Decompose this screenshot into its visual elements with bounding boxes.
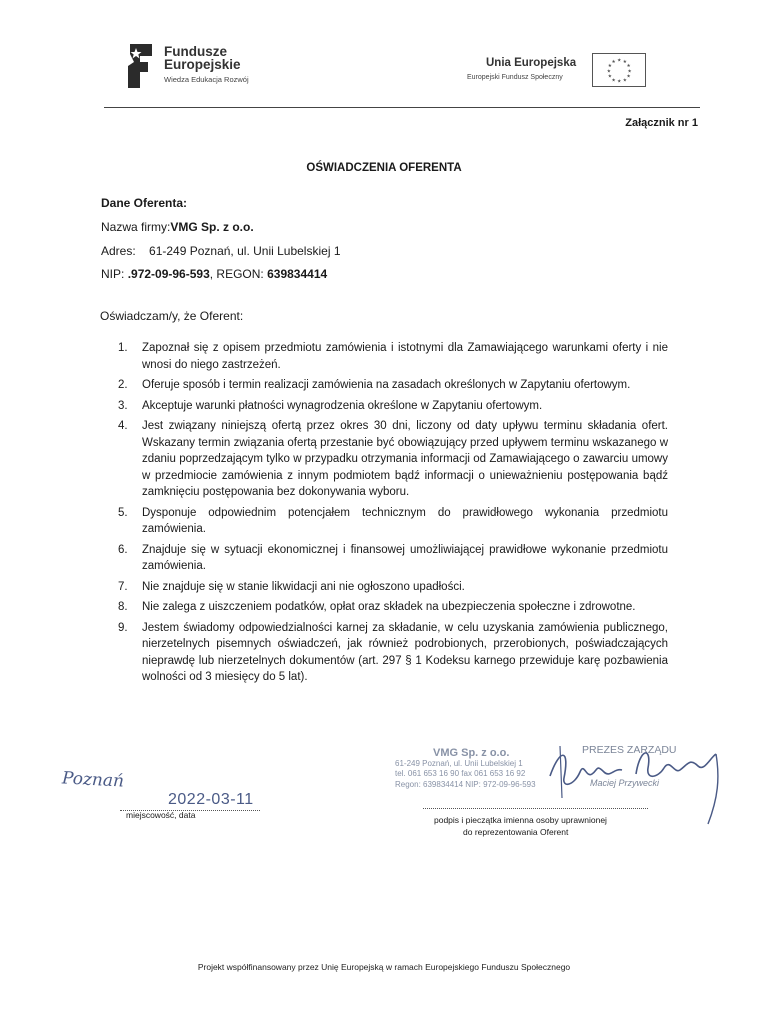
regon-value: 639834414 <box>267 267 328 281</box>
item-number: 4. <box>118 420 128 432</box>
company-name-label: Nazwa firmy: <box>101 220 171 234</box>
item-text: Nie znajduje się w stanie likwidacji ani nie ogłoszono upadłości. <box>142 580 465 593</box>
svg-text:★: ★ <box>626 74 631 80</box>
company-stamp <box>395 748 536 790</box>
item-text: Znajduje się w sytuacji ekonomicznej i finansowej umożliwiającej prawidłowe wykonanie przedmiotu zamówienia. <box>142 543 668 572</box>
list-item <box>100 340 668 373</box>
svg-text:★: ★ <box>606 69 611 75</box>
item-text: Jestem świadomy odpowiedzialności karnej za składanie, w celu uzyskania zamówienia publicznego, nierzetelnych pisemnych oświadczeń, jak również podrobionych, przerobionych, poświadczających nieprawdę lub nierzetelnych dokumentów (art. 297 § 1 Kodeksu karnego przewiduje karę pozbawienia wolności od 3 miesięcy do 5 lat). <box>142 621 668 683</box>
item-number: 9. <box>118 621 128 634</box>
list-item <box>100 398 668 415</box>
address-label: Adres: <box>101 244 136 258</box>
nip-regon-line <box>101 267 327 281</box>
list-item <box>100 418 668 501</box>
item-text: Akceptuje warunki płatności wynagrodzenia określone w Zapytaniu ofertowym. <box>142 399 543 412</box>
company-name-line <box>101 220 254 234</box>
company-name-value: VMG Sp. z o.o. <box>170 220 254 234</box>
handwritten-signature <box>540 728 730 828</box>
stamp-company: VMG Sp. z o.o. <box>433 747 510 759</box>
item-text: Oferuje sposób i termin realizacji zamówienia na zasadach określonych w Zapytaniu ofertowym. <box>142 379 631 391</box>
svg-text:★: ★ <box>617 79 622 85</box>
offeror-heading: Dane Oferenta: <box>101 196 188 210</box>
nip-value: .972-09-96-593 <box>127 267 210 281</box>
svg-text:★: ★ <box>627 69 632 75</box>
address-line <box>101 244 341 258</box>
header-divider <box>104 107 700 108</box>
item-number: 2. <box>118 379 128 391</box>
fe-logo-subtitle: Wiedza Edukacja Rozwój <box>164 75 249 84</box>
document-title: OŚWIADCZENIA OFERENTA <box>306 162 462 174</box>
signature-dotted-line <box>423 808 648 809</box>
list-item <box>100 620 668 686</box>
item-text: Zapoznał się z opisem przedmiotu zamówienia i istotnymi dla Zamawiającego warunkami oferty i nie wnosi do niego zastrzeżeń. <box>142 342 668 371</box>
list-item <box>100 579 668 596</box>
item-number: 8. <box>118 601 128 613</box>
fundusze-europejskie-logo-icon <box>124 42 158 90</box>
item-number: 7. <box>118 580 128 593</box>
svg-text:★: ★ <box>611 59 616 65</box>
svg-text:★: ★ <box>617 58 622 64</box>
place-date-caption: miejscowość, data <box>126 810 196 820</box>
list-item <box>100 599 668 616</box>
handwritten-date: 2022-03-11 <box>168 791 254 808</box>
stamp-ids: Regon: 639834414 NIP: 972-09-96-593 <box>395 779 536 789</box>
item-number: 5. <box>118 506 128 519</box>
list-item <box>100 377 668 394</box>
stamp-role: PREZES ZARZĄDU <box>582 744 677 756</box>
handwritten-place: Poznań <box>61 768 125 792</box>
svg-text:★: ★ <box>611 78 616 84</box>
svg-text:★: ★ <box>622 59 627 65</box>
regon-label: , REGON: <box>209 267 264 281</box>
stamp-person: Maciej Przywecki <box>590 778 660 788</box>
item-number: 3. <box>118 399 128 412</box>
item-text: Nie zalega z uiszczeniem podatków, opłat oraz składek na ubezpieczenia społeczne i zdrowotne. <box>142 601 636 613</box>
ue-title: Unia Europejska <box>486 57 577 69</box>
list-item <box>100 542 668 575</box>
list-item <box>100 505 668 538</box>
item-number: 6. <box>118 543 128 556</box>
address-value: 61-249 Poznań, ul. Unii Lubelskiej 1 <box>149 244 341 258</box>
signature-caption-line2: do reprezentowania Oferent <box>463 827 569 837</box>
item-number: 1. <box>118 342 128 354</box>
stamp-phones: tel. 061 653 16 90 fax 061 653 16 92 <box>395 769 526 778</box>
fe-logo-line1: Fundusze <box>164 44 227 59</box>
item-text: Dysponuje odpowiednim potencjałem technicznym do prawidłowego wykonania przedmiotu zamówienia. <box>142 506 668 535</box>
declaration-list <box>100 340 668 690</box>
nip-label: NIP: <box>101 267 125 281</box>
signature-caption-line1: podpis i pieczątka imienna osoby uprawnionej <box>434 815 607 825</box>
eu-flag-icon <box>592 53 646 87</box>
page-footer: Projekt współfinansowany przez Unię Europejską w ramach Europejskiego Funduszu Społecznego <box>197 962 571 972</box>
svg-text:★: ★ <box>607 64 612 70</box>
svg-text:★: ★ <box>622 78 627 84</box>
fe-logo-line2: Europejskie <box>164 57 241 72</box>
declaration-intro: Oświadczam/y, że Oferent: <box>100 309 244 323</box>
ue-subtitle: Europejski Fundusz Społeczny <box>467 74 563 81</box>
svg-text:★: ★ <box>607 74 612 80</box>
item-text: Jest związany niniejszą ofertą przez okres 30 dni, liczony od daty upływu terminu składania ofert. Wskazany termin związania ofertą przestanie być obowiązujący przed upływem terminu wskazanego w zdaniu poprzedzającym tylko w przypadku otrzymania informacji od Zamawiającego o zawarciu umowy w przedmiocie zamówienia z innym podmiotem bądź informacji o unieważnieniu postępowania bądź zamknięciu postępowania bez dokonywania wyboru. <box>142 420 668 498</box>
attachment-label: Załącznik nr 1 <box>625 117 698 129</box>
svg-text:★: ★ <box>626 64 631 70</box>
stamp-address: 61-249 Poznań, ul. Unii Lubelskiej 1 <box>395 758 523 768</box>
